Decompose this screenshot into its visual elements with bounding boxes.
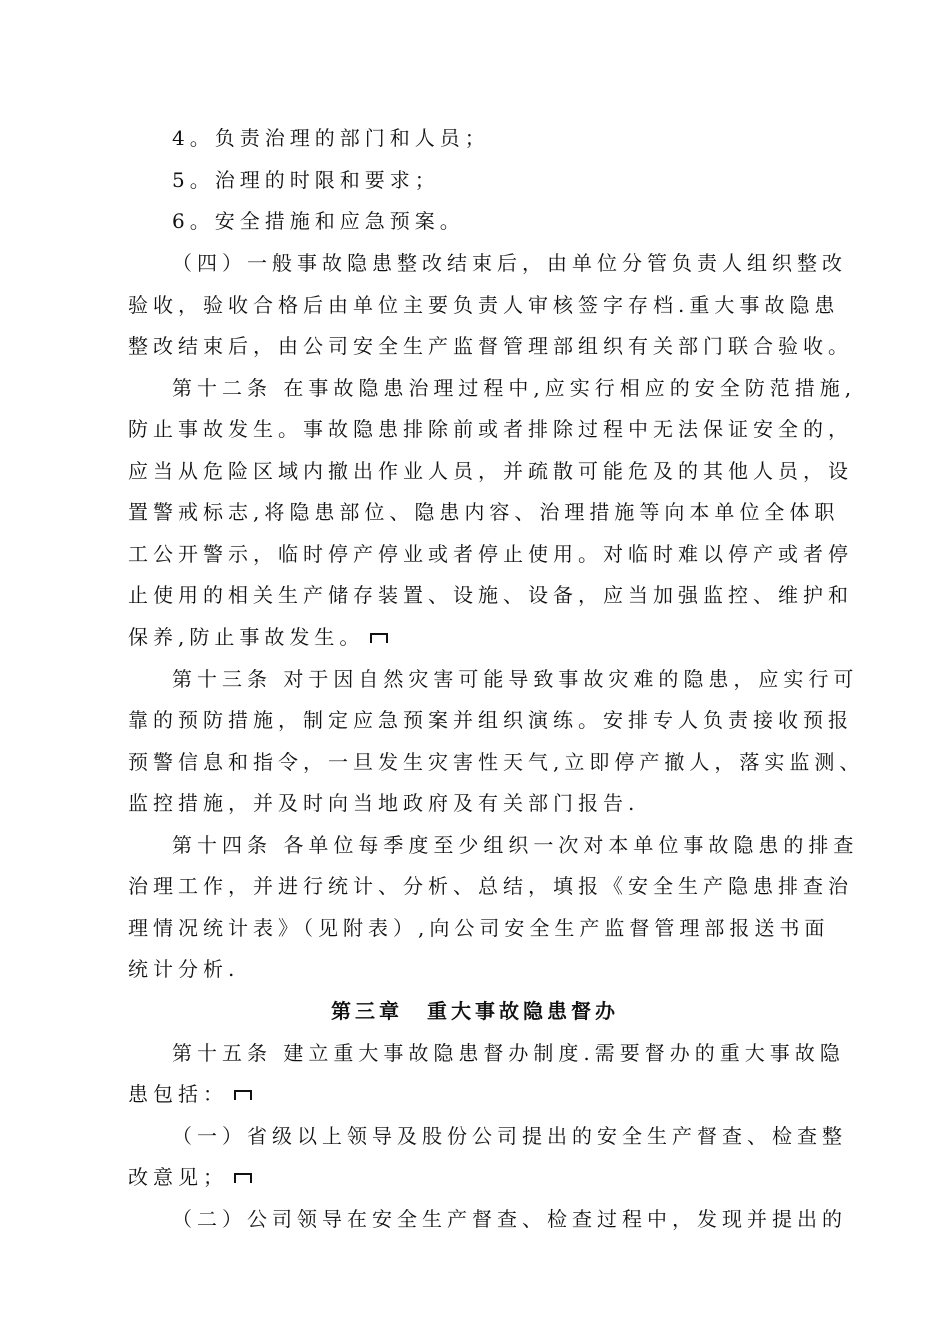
line-text: 患包括： [128, 1082, 228, 1106]
article-14-line: 统计分析. [128, 957, 240, 981]
article-12-line: 第十二条 在事故隐患治理过程中,应实行相应的安全防范措施, [172, 376, 857, 400]
article-13-line: 第十三条 对于因自然灾害可能导致事故灾难的隐患，应实行可 [172, 667, 859, 691]
line-text: 保养,防止事故发生。 [128, 625, 365, 649]
article-15-line: 第十五条 建立重大事故隐患督办制度.需要督办的重大事故隐 [172, 1041, 845, 1065]
article-15-item-line [128, 1163, 252, 1191]
paragraph-mark-icon [234, 1090, 252, 1100]
article-15-item-line: （一）省级以上领导及股份公司提出的安全生产督查、检查整 [172, 1124, 847, 1148]
article-12-line: 止使用的相关生产储存装置、设施、设备，应当加强监控、维护和 [128, 583, 853, 607]
article-12-line: 防止事故发生。事故隐患排除前或者排除过程中无法保证安全的， [128, 417, 853, 441]
article-15-line [128, 1080, 252, 1108]
text-line: 6。安全措施和应急预案。 [172, 209, 465, 233]
article-12-line [128, 623, 388, 651]
article-15-item-line: （二）公司领导在安全生产督查、检查过程中，发现并提出的 [172, 1207, 847, 1231]
article-14-line: 第十四条 各单位每季度至少组织一次对本单位事故隐患的排查 [172, 833, 859, 857]
article-13-line: 靠的预防措施，制定应急预案并组织演练。安排专人负责接收预报 [128, 708, 853, 732]
paragraph-mark-icon [234, 1173, 252, 1183]
paragraph-line: 整改结束后，由公司安全生产监督管理部组织有关部门联合验收。 [128, 334, 853, 358]
article-14-line: 治理工作，并进行统计、分析、总结，填报《安全生产隐患排查治 [128, 874, 853, 898]
paragraph-line: 验收，验收合格后由单位主要负责人审核签字存档.重大事故隐患 [128, 293, 840, 317]
article-12-line: 置警戒标志,将隐患部位、隐患内容、治理措施等向本单位全体职 [128, 500, 840, 524]
paragraph-mark-icon [370, 633, 388, 643]
text-line: 4。负责治理的部门和人员； [172, 126, 490, 150]
text-line: 5。治理的时限和要求； [172, 168, 440, 192]
chapter-heading: 第三章 重大事故隐患督办 [331, 999, 619, 1023]
article-14-line: 理情况统计表》（见附表）,向公司安全生产监督管理部报送书面 [128, 916, 830, 940]
paragraph-line: （四）一般事故隐患整改结束后，由单位分管负责人组织整改 [172, 251, 847, 275]
article-12-line: 工公开警示，临时停产停业或者停止使用。对临时难以停产或者停 [128, 542, 853, 566]
line-text: 改意见； [128, 1165, 228, 1189]
article-13-line: 监控措施，并及时向当地政府及有关部门报告. [128, 791, 640, 815]
article-13-line: 预警信息和指令，一旦发生灾害性天气,立即停产撤人，落实监测、 [128, 750, 865, 774]
article-12-line: 应当从危险区域内撤出作业人员，并疏散可能危及的其他人员，设 [128, 459, 853, 483]
